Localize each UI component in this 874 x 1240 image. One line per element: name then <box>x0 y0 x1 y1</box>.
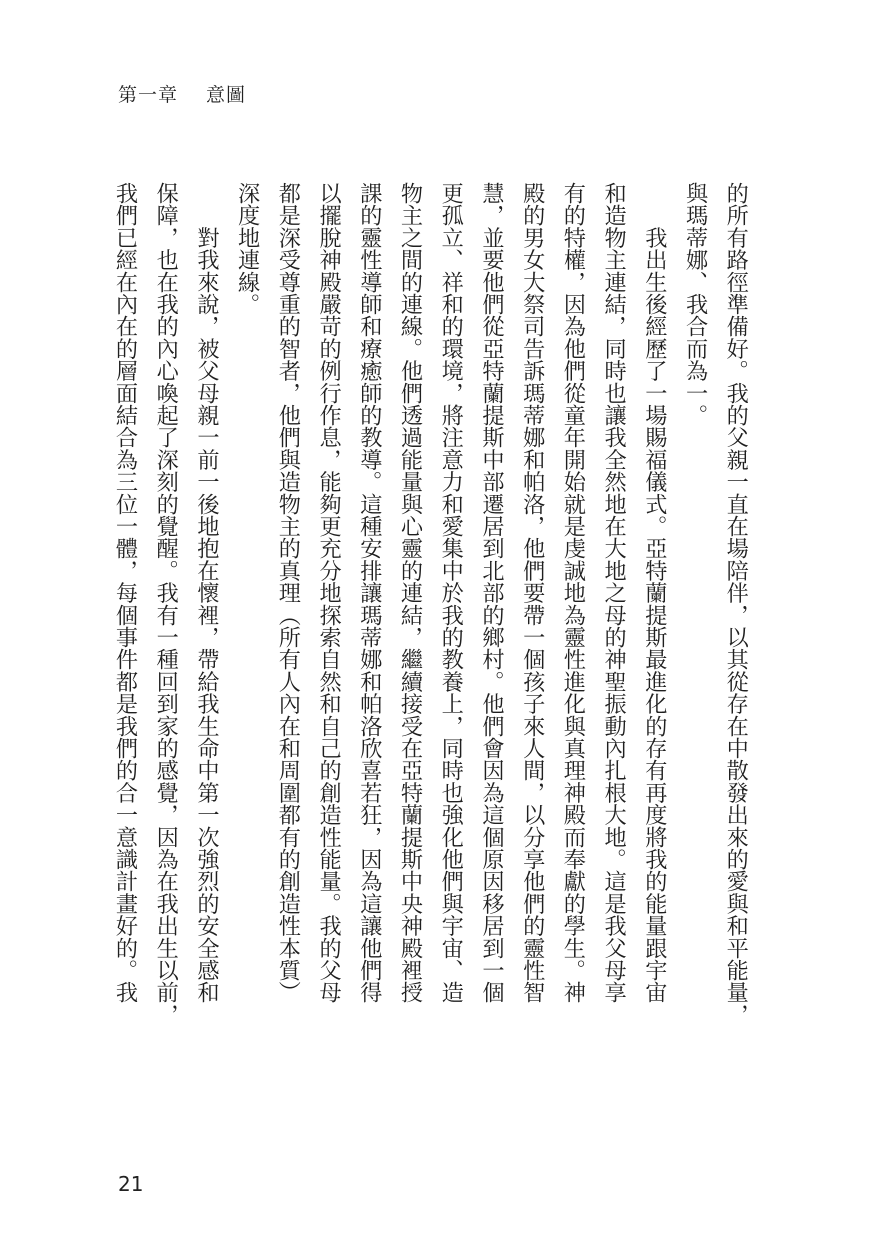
text-column-13: 深度地連線。 <box>234 182 261 316</box>
text-column-3: 我出生後經歷了一場賜福儀式。亞特蘭提斯最進化的存有再度將我的能量跟宇宙 <box>641 182 668 1004</box>
text-column-5: 有的特權，因為他們從童年開始就是虔誠地為靈性進化與真理神殿而奉獻的學生。神 <box>559 182 586 1004</box>
text-column-14: 對我來說，被父母親一前一後地抱在懷裡，帶給我生命中第一次強烈的安全感和 <box>193 182 220 1004</box>
text-column-10: 課的靈性導師和療癒師的教導。這種安排讓瑪蒂娜和帕洛欣喜若狂，因為這讓他們得 <box>356 182 383 1004</box>
text-column-4: 和造物主連結，同時也讓我全然地在大地之母的神聖振動內扎根大地。這是我父母享 <box>600 182 627 1004</box>
text-column-16: 我們已經在內在的層面結合為三位一體，每個事件都是我們的合一意識計畫好的。我 <box>112 182 138 1004</box>
chapter-title: 意圖 <box>206 84 247 106</box>
text-column-11: 以擺脫神殿嚴苛的例行作息，能夠更充分地探索自然和自己的創造性能量。我的父母 <box>315 182 342 1004</box>
text-column-7: 慧，並要他們從亞特蘭提斯中部遷居到北部的鄉村。他們會因為這個原因移居到一個 <box>478 182 505 1004</box>
text-column-8: 更孤立、祥和的環境，將注意力和愛集中於我的教養上，同時也強化他們與宇宙、造 <box>437 182 464 1004</box>
text-column-15: 保障，也在我的內心喚起了深刻的覺醒。我有一種回到家的感覺，因為在我出生以前， <box>152 182 179 1026</box>
text-column-2: 與瑪蒂娜、我合而為一。 <box>682 182 709 427</box>
chapter-number: 第一章 <box>118 84 179 106</box>
text-column-6: 殿的男女大祭司告訴瑪蒂娜和帕洛，他們要帶一個孩子來人間，以分享他們的靈性智 <box>519 182 546 1004</box>
text-column-1: 的所有路徑準備好。我的父親一直在場陪伴，以其從存在中散發出來的愛與和平能量， <box>722 182 749 1026</box>
vertical-body-text <box>110 182 750 1132</box>
page-number: 21 <box>118 1172 144 1196</box>
text-column-12: 都是深受尊重的智者，他們與造物主的真理（所有人內在和周圍都有的創造性本質） <box>274 182 301 1004</box>
text-column-9: 物主之間的連線。他們透過能量與心靈的連結，繼續接受在亞特蘭提斯中央神殿裡授 <box>397 182 424 1004</box>
running-head <box>118 80 246 107</box>
